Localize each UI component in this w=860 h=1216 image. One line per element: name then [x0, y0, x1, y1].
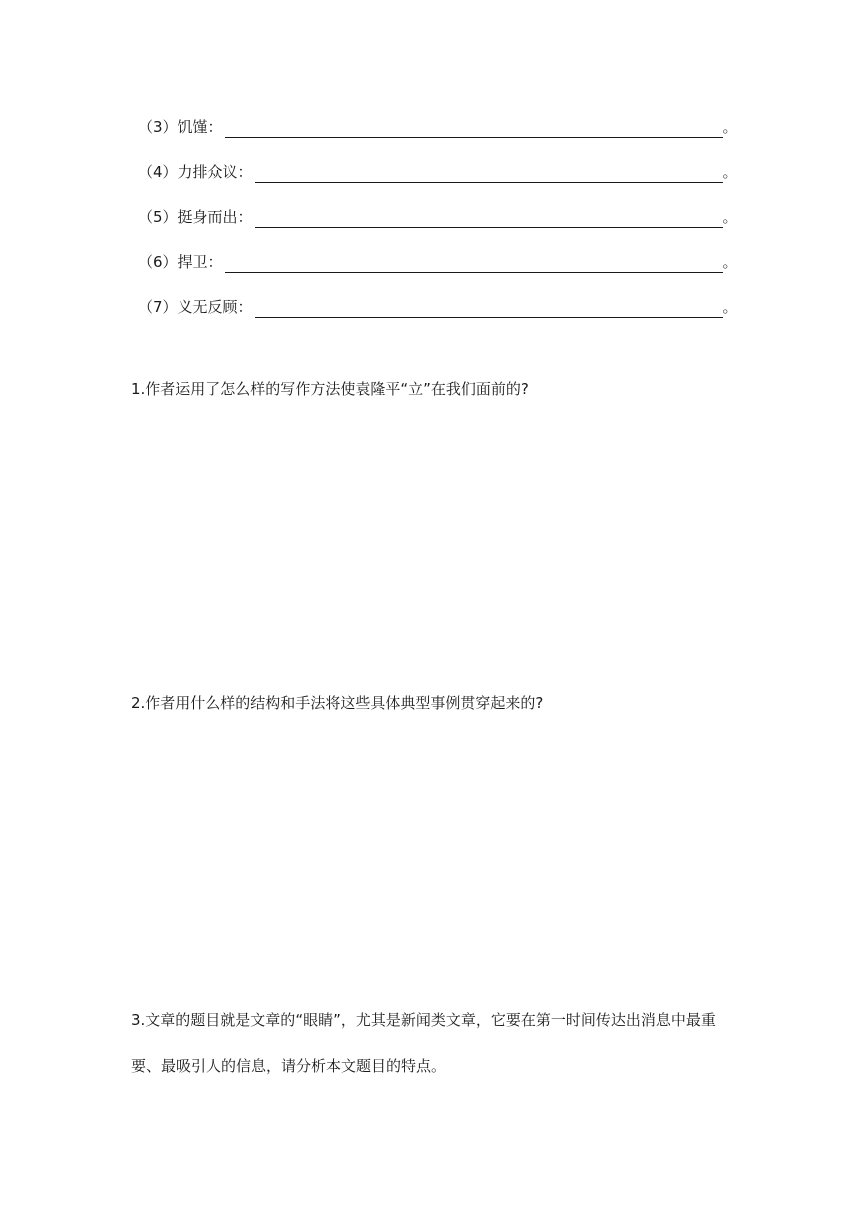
question-1: 1.作者运用了怎么样的写作方法使袁隆平“立”在我们面前的?: [131, 380, 529, 398]
answer-blank-line[interactable]: [255, 301, 723, 318]
question-3: 3.文章的题目就是文章的“眼睛”，尤其是新闻类文章，它要在第一时间传达出消息中最重要、最吸引人的信息，请分析本文题目的特点。: [131, 1011, 716, 1075]
fill-item-4: [138, 161, 738, 183]
fill-item-end-mark: 。: [722, 118, 738, 136]
fill-item-3: [138, 116, 738, 138]
fill-item-end-mark: 。: [722, 253, 738, 271]
question-2: 2.作者用什么样的结构和手法将这些具体典型事例贯穿起来的?: [131, 694, 544, 712]
fill-item-label: （7）义无反顾：: [138, 298, 253, 316]
fill-item-6: [138, 251, 738, 273]
fill-item-label: （3）饥馑：: [138, 118, 223, 136]
fill-item-5: [138, 206, 738, 228]
fill-item-label: （6）捍卫：: [138, 253, 223, 271]
fill-item-end-mark: 。: [722, 163, 738, 181]
fill-item-label: （5）挺身而出：: [138, 208, 253, 226]
fill-item-end-mark: 。: [722, 298, 738, 316]
fill-item-end-mark: 。: [722, 208, 738, 226]
answer-blank-line[interactable]: [225, 256, 723, 273]
answer-blank-line[interactable]: [225, 121, 723, 138]
fill-item-7: [138, 296, 738, 318]
answer-blank-line[interactable]: [255, 211, 723, 228]
fill-item-label: （4）力排众议：: [138, 163, 253, 181]
answer-blank-line[interactable]: [255, 166, 723, 183]
